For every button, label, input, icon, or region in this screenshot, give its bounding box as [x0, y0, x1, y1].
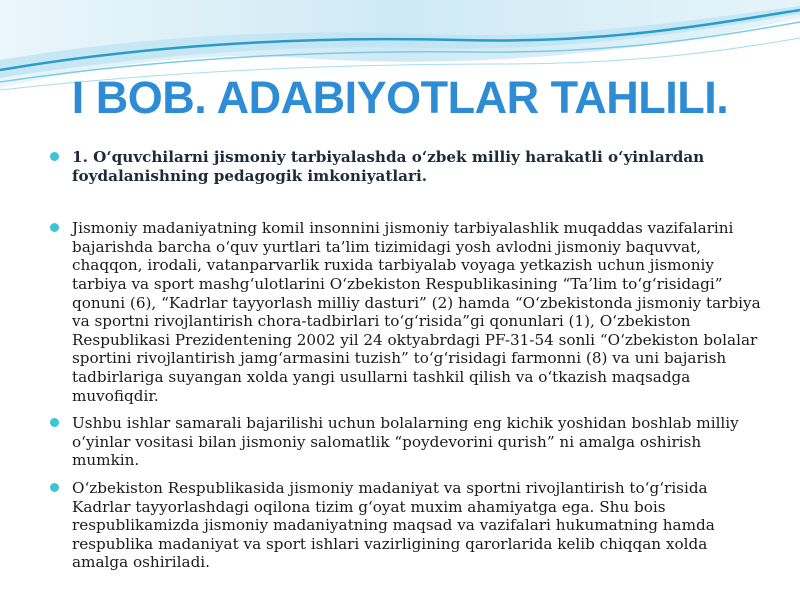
bullet-dot-icon: [50, 418, 59, 427]
bullet-paragraph: [48, 219, 764, 405]
bullet-dot-icon: [50, 152, 59, 161]
slide-content: [48, 148, 764, 572]
slide-title: I BOB. ADABIYOTLAR TAHLILI.: [71, 72, 729, 123]
bullet-dot-icon: [50, 483, 59, 492]
paragraph-text: Jismoniy madaniyatning komil insonnini jismoniy tarbiyalashlik muqaddas vazifalarini bajarishda barcha o‘quv yurtlari ta’lim tizimidagi yosh avlodni jismoniy baquvvat, chaqqon, irodali, vatanparvarlik ruxida tarbiyalab voyaga yetkazish uchun jismoniy tarbiya va sport mashg‘ulotlarini O‘zbekiston Respublikasining “Ta’lim to‘g‘risidagi” qonuni (6), “Kadrlar tayyorlash milliy dasturi” (2) hamda “O‘zbekistonda jismoniy tarbiya va sportni rivojlantirish chora-tadbirlari to‘g‘risida”gi qonunlari (1), O‘zbekiston Respublikasi Prezidentening 2002 yil 24 oktyabrdagi PF-31-54 sonli “O‘zbekiston bolalar sportini rivojlantirish jamg‘armasini tuzish” to‘g‘risidagi farmonni (8) va uni bajarish tadbirlariga suyangan xolda yangi usullarni tashkil qilish va o‘tkazish maqsadga muvofiqdir.: [72, 219, 761, 405]
paragraph-text: O‘zbekiston Respublikasida jismoniy madaniyat va sportni rivojlantirish to‘g‘risida Kadrlar tayyorlashdagi oqilona tizim g‘oyat muxim ahamiyatga ega. Shu bois respublikamizda jismoniy madaniyatning maqsad va vazifalari hukumatning hamda respublika madaniyat va sport ishlari vazirligining qarorlarida kelib chiqqan xolda amalga oshiriladi.: [72, 478, 715, 572]
bullet-heading: [48, 148, 764, 185]
paragraph-text: Ushbu ishlar samarali bajarilishi uchun bolalarning eng kichik yoshidan boshlab milliy o‘yinlar vositasi bilan jismoniy salomatlik “poydevorini qurish” ni amalga oshirish mumkin.: [72, 414, 739, 470]
section-heading: 1. O‘quvchilarni jismoniy tarbiyalashda o‘zbek milliy harakatli o‘yinlardan foydalanishning pedagogik imkoniyatlari.: [72, 148, 705, 185]
bullet-dot-icon: [50, 223, 59, 232]
bullet-paragraph: [48, 479, 764, 572]
bullet-paragraph: [48, 414, 764, 470]
